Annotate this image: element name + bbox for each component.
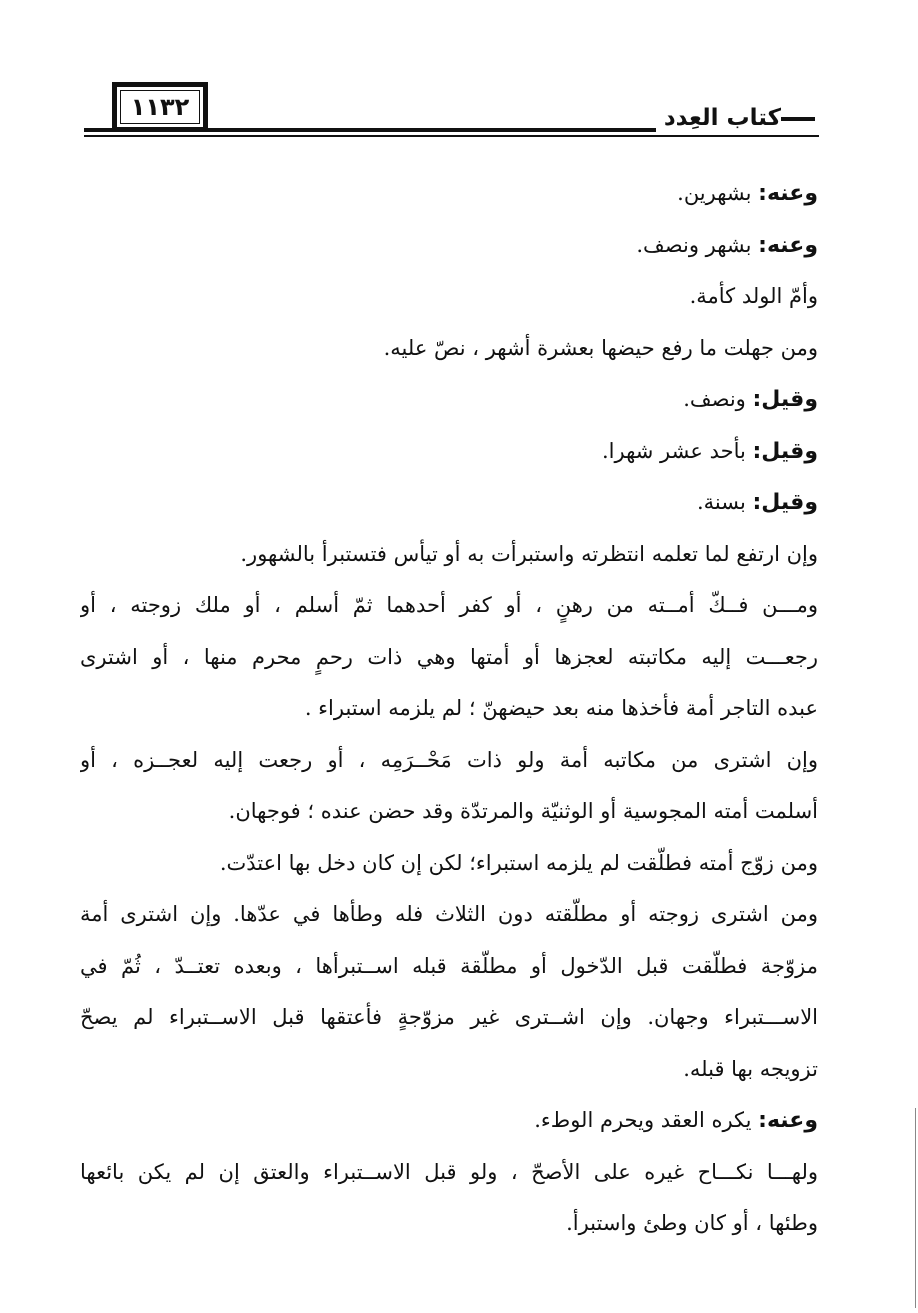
- line-text: ومن اشترى زوجته أو مطلّقته دون الثلاث فله وطأها في عدّها. وإن اشترى أمة: [80, 902, 818, 926]
- text-line: [80, 477, 818, 529]
- page-header: [84, 82, 819, 142]
- line-text: بأحد عشر شهرا.: [602, 438, 753, 463]
- line-text: تزويجه بها قبله.: [683, 1056, 818, 1081]
- text-line: [80, 735, 818, 787]
- text-line: [80, 1147, 818, 1199]
- text-line: [80, 426, 818, 478]
- scan-margin-line: [915, 1108, 916, 1308]
- text-line: [80, 323, 818, 375]
- text-line: [80, 220, 818, 272]
- text-line: [80, 992, 818, 1044]
- line-text: أسلمت أمته المجوسية أو الوثنيّة والمرتدّة وقد حضن عنده ؛ فوجهان.: [228, 799, 818, 823]
- text-line: [80, 374, 818, 426]
- line-text: رجعـــت إليه مكاتبته لعجزها أو أمتها وهي ذات رحمٍ محرم منها ، أو اشترى: [80, 644, 818, 669]
- line-lead-word: وقيل:: [752, 490, 818, 515]
- text-line: [80, 941, 818, 993]
- text-line: [80, 632, 818, 684]
- page-number: ١١٣٢: [130, 93, 190, 121]
- line-lead-word: وعنه:: [758, 1108, 818, 1133]
- text-line: [80, 683, 818, 735]
- text-line: [80, 1198, 818, 1250]
- header-rule-thin: [84, 135, 819, 137]
- line-text: وأمّ الولد كأمة.: [689, 284, 818, 308]
- text-line: [80, 786, 818, 838]
- line-lead-word: وعنه:: [758, 181, 818, 206]
- line-text: بسنة.: [696, 490, 753, 514]
- line-text: وإن ارتفع لما تعلمه انتظرته واستبرأت به أو تيأس فتستبرأ بالشهور.: [240, 541, 818, 566]
- text-line: [80, 168, 818, 220]
- text-line: [80, 271, 818, 323]
- line-text: ومن جهلت ما رفع حيضها بعشرة أشهر ، نصّ عليه.: [383, 335, 818, 360]
- line-lead-word: وقيل:: [752, 387, 818, 412]
- line-text: مزوّجة فطلّقت قبل الدّخول أو مطلّقة قبله اســتبرأها ، وبعده تعتــدّ ، ثُمّ في: [80, 953, 818, 978]
- body-text: [80, 168, 818, 1250]
- line-text: بشهرين.: [677, 181, 759, 205]
- line-text: ولهـــا نكـــاح غيره على الأصحّ ، ولو قبل الاســتبراء والعتق إن لم يكن بائعها: [80, 1159, 818, 1184]
- line-text: ومـــن فــكّ أمــته من رهنٍ ، أو كفر أحدهما ثمّ أسلم ، أو ملك زوجته ، أو: [80, 593, 818, 617]
- line-lead-word: وعنه:: [758, 232, 818, 258]
- line-text: عبده التاجر أمة فأخذها منه بعد حيضهنّ ؛ لم يلزمه استبراء .: [304, 696, 818, 720]
- line-text: بشهر ونصف.: [636, 232, 759, 257]
- title-dash: [781, 117, 815, 121]
- line-text: ومن زوّج أمته فطلّقت لم يلزمه استبراء؛ لكن إن كان دخل بها اعتدّت.: [219, 850, 818, 875]
- line-text: وإن اشترى من مكاتبه أمة ولو ذات مَحْــرَمِه ، أو رجعت إليه لعجــزه ، أو: [80, 747, 818, 772]
- text-line: [80, 1095, 818, 1147]
- line-text: يكره العقد ويحرم الوطء.: [534, 1108, 759, 1132]
- running-title-text: كتاب العِدد: [663, 105, 781, 131]
- line-text: ونصف.: [683, 387, 753, 411]
- running-title: [656, 104, 819, 132]
- text-line: [80, 580, 818, 632]
- page-number-box: [112, 82, 208, 132]
- line-text: الاســـتبراء وجهان. وإن اشــترى غير مزوّجةٍ فأعتقها قبل الاســتبراء لم يصحّ: [80, 1005, 818, 1029]
- text-line: [80, 529, 818, 581]
- line-text: وطئها ، أو كان وطئ واستبرأ.: [566, 1211, 818, 1235]
- text-line: [80, 1044, 818, 1096]
- line-lead-word: وقيل:: [752, 438, 818, 464]
- text-line: [80, 889, 818, 941]
- text-line: [80, 838, 818, 890]
